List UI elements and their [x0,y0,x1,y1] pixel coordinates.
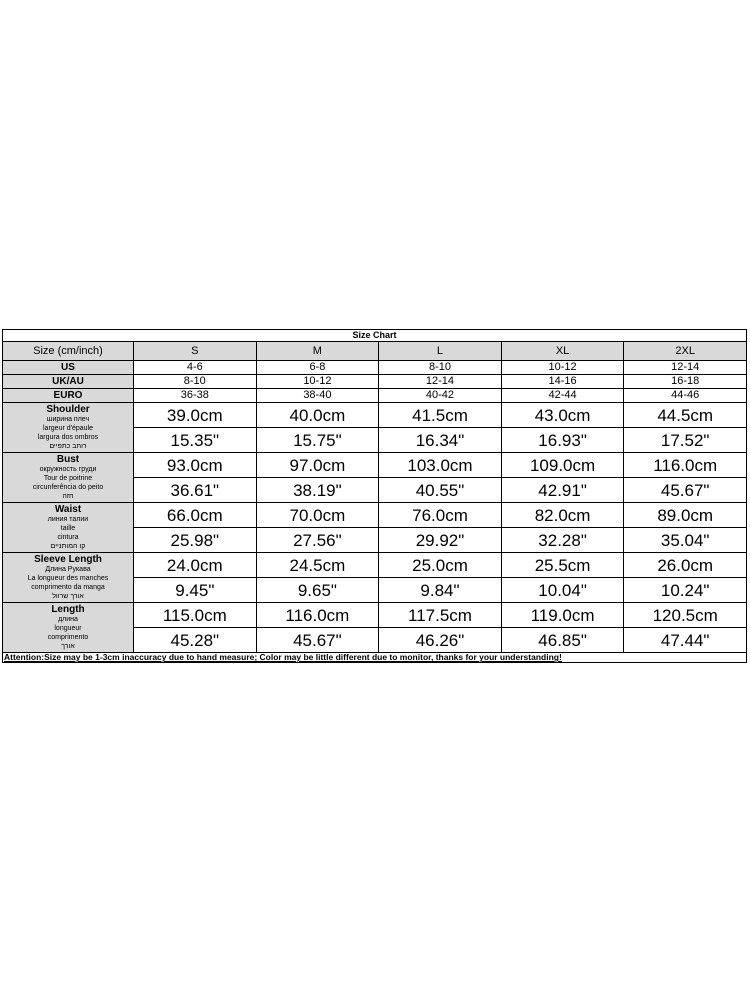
inch-value: 10.24" [624,578,747,603]
cm-value: 109.0cm [501,453,624,478]
inch-value: 45.28" [134,628,257,653]
inch-value: 35.04" [624,528,747,553]
inch-value: 46.85" [501,628,624,653]
measurement-translation: окружность груди [39,466,97,473]
conversion-value: 12-14 [379,375,502,389]
inch-value: 9.65" [256,578,379,603]
size-header: S [134,342,257,361]
inch-value: 15.35" [134,428,257,453]
inch-value: 16.93" [501,428,624,453]
measurement-row-cm [3,603,747,628]
inch-value: 46.26" [379,628,502,653]
conversion-label: EURO [3,389,134,403]
measurement-translation: אורך [61,643,75,650]
inch-value: 9.84" [379,578,502,603]
size-header: L [379,342,502,361]
inch-value: 17.52" [624,428,747,453]
cm-value: 115.0cm [134,603,257,628]
inch-value: 29.92" [379,528,502,553]
inch-value: 32.28" [501,528,624,553]
measurement-translation: אורך שרוול [52,593,84,600]
cm-value: 76.0cm [379,503,502,528]
measurement-name: Length [51,604,85,615]
inch-value: 47.44" [624,628,747,653]
conversion-value: 8-10 [379,361,502,375]
conversion-value: 6-8 [256,361,379,375]
cm-value: 40.0cm [256,403,379,428]
measurement-translation: линия талии [47,516,89,523]
measurement-translation: La longueur des manches [27,575,109,582]
conversion-value: 14-16 [501,375,624,389]
conversion-value: 10-12 [256,375,379,389]
measurement-translation: comprimento [47,634,89,641]
measurement-translation: longueur [54,625,82,632]
conversion-row [3,361,747,375]
inch-value: 45.67" [256,628,379,653]
conversion-value: 38-40 [256,389,379,403]
inch-value: 27.56" [256,528,379,553]
cm-value: 43.0cm [501,403,624,428]
cm-value: 24.0cm [134,553,257,578]
measurement-translation: длина [58,616,78,623]
measurement-translation: comprimento da manga [31,584,105,591]
measurement-label [3,603,134,653]
cm-value: 103.0cm [379,453,502,478]
measurement-name: Shoulder [46,404,90,415]
measurement-translation: ширина плеч [46,416,90,423]
conversion-label: UK/AU [3,375,134,389]
inch-value: 25.98" [134,528,257,553]
measurement-translation: cintura [57,534,79,541]
cm-value: 25.5cm [501,553,624,578]
measurement-translation: Длина Рукава [45,566,91,573]
conversion-value: 44-46 [624,389,747,403]
measurement-row-cm [3,503,747,528]
inch-value: 36.61" [134,478,257,503]
cm-value: 120.5cm [624,603,747,628]
cm-value: 66.0cm [134,503,257,528]
inch-value: 42.91" [501,478,624,503]
conversion-row [3,375,747,389]
size-chart-table [2,329,747,663]
measurement-label [3,503,134,553]
chart-title: Size Chart [3,330,747,342]
cm-value: 119.0cm [501,603,624,628]
title-row [3,330,747,342]
measurement-translation: Tour de poitrine [43,475,93,482]
conversion-value: 40-42 [379,389,502,403]
conversion-row [3,389,747,403]
conversion-value: 42-44 [501,389,624,403]
inch-value: 38.19" [256,478,379,503]
measurement-translation: רוחב כתפיים [49,443,87,450]
cm-value: 41.5cm [379,403,502,428]
inch-value: 16.34" [379,428,502,453]
header-label: Size (cm/inch) [3,342,134,361]
inch-value: 10.04" [501,578,624,603]
size-header: XL [501,342,624,361]
attention-row [3,653,747,663]
conversion-value: 12-14 [624,361,747,375]
cm-value: 25.0cm [379,553,502,578]
measurement-name: Sleeve Length [34,554,102,565]
cm-value: 44.5cm [624,403,747,428]
cm-value: 93.0cm [134,453,257,478]
header-row [3,342,747,361]
measurement-translation: taille [60,525,76,532]
inch-value: 15.75" [256,428,379,453]
measurement-label [3,403,134,453]
conversion-value: 8-10 [134,375,257,389]
measurement-translation: circunferência do peito [32,484,104,491]
inch-value: 40.55" [379,478,502,503]
measurement-row-cm [3,553,747,578]
measurement-name: Bust [56,454,80,465]
attention-note: Attention:Size may be 1-3cm inaccuracy due to hand measure; Color may be little different due to monitor, thanks for your understanding! [3,653,747,663]
cm-value: 116.0cm [624,453,747,478]
measurement-name: Waist [54,504,82,515]
cm-value: 39.0cm [134,403,257,428]
inch-value: 45.67" [624,478,747,503]
cm-value: 117.5cm [379,603,502,628]
conversion-value: 36-38 [134,389,257,403]
measurement-translation: largeur d'épaule [43,425,93,432]
conversion-label: US [3,361,134,375]
measurement-label [3,453,134,503]
measurement-row-cm [3,403,747,428]
conversion-value: 16-18 [624,375,747,389]
cm-value: 82.0cm [501,503,624,528]
measurement-translation: חזה [62,493,74,500]
measurement-row-cm [3,453,747,478]
cm-value: 24.5cm [256,553,379,578]
conversion-value: 4-6 [134,361,257,375]
inch-value: 9.45" [134,578,257,603]
cm-value: 26.0cm [624,553,747,578]
conversion-value: 10-12 [501,361,624,375]
measurement-translation: largura dos ombros [37,434,99,441]
size-header: 2XL [624,342,747,361]
size-header: M [256,342,379,361]
cm-value: 97.0cm [256,453,379,478]
cm-value: 70.0cm [256,503,379,528]
cm-value: 116.0cm [256,603,379,628]
measurement-translation: קו המותניים [50,543,86,550]
cm-value: 89.0cm [624,503,747,528]
measurement-label [3,553,134,603]
